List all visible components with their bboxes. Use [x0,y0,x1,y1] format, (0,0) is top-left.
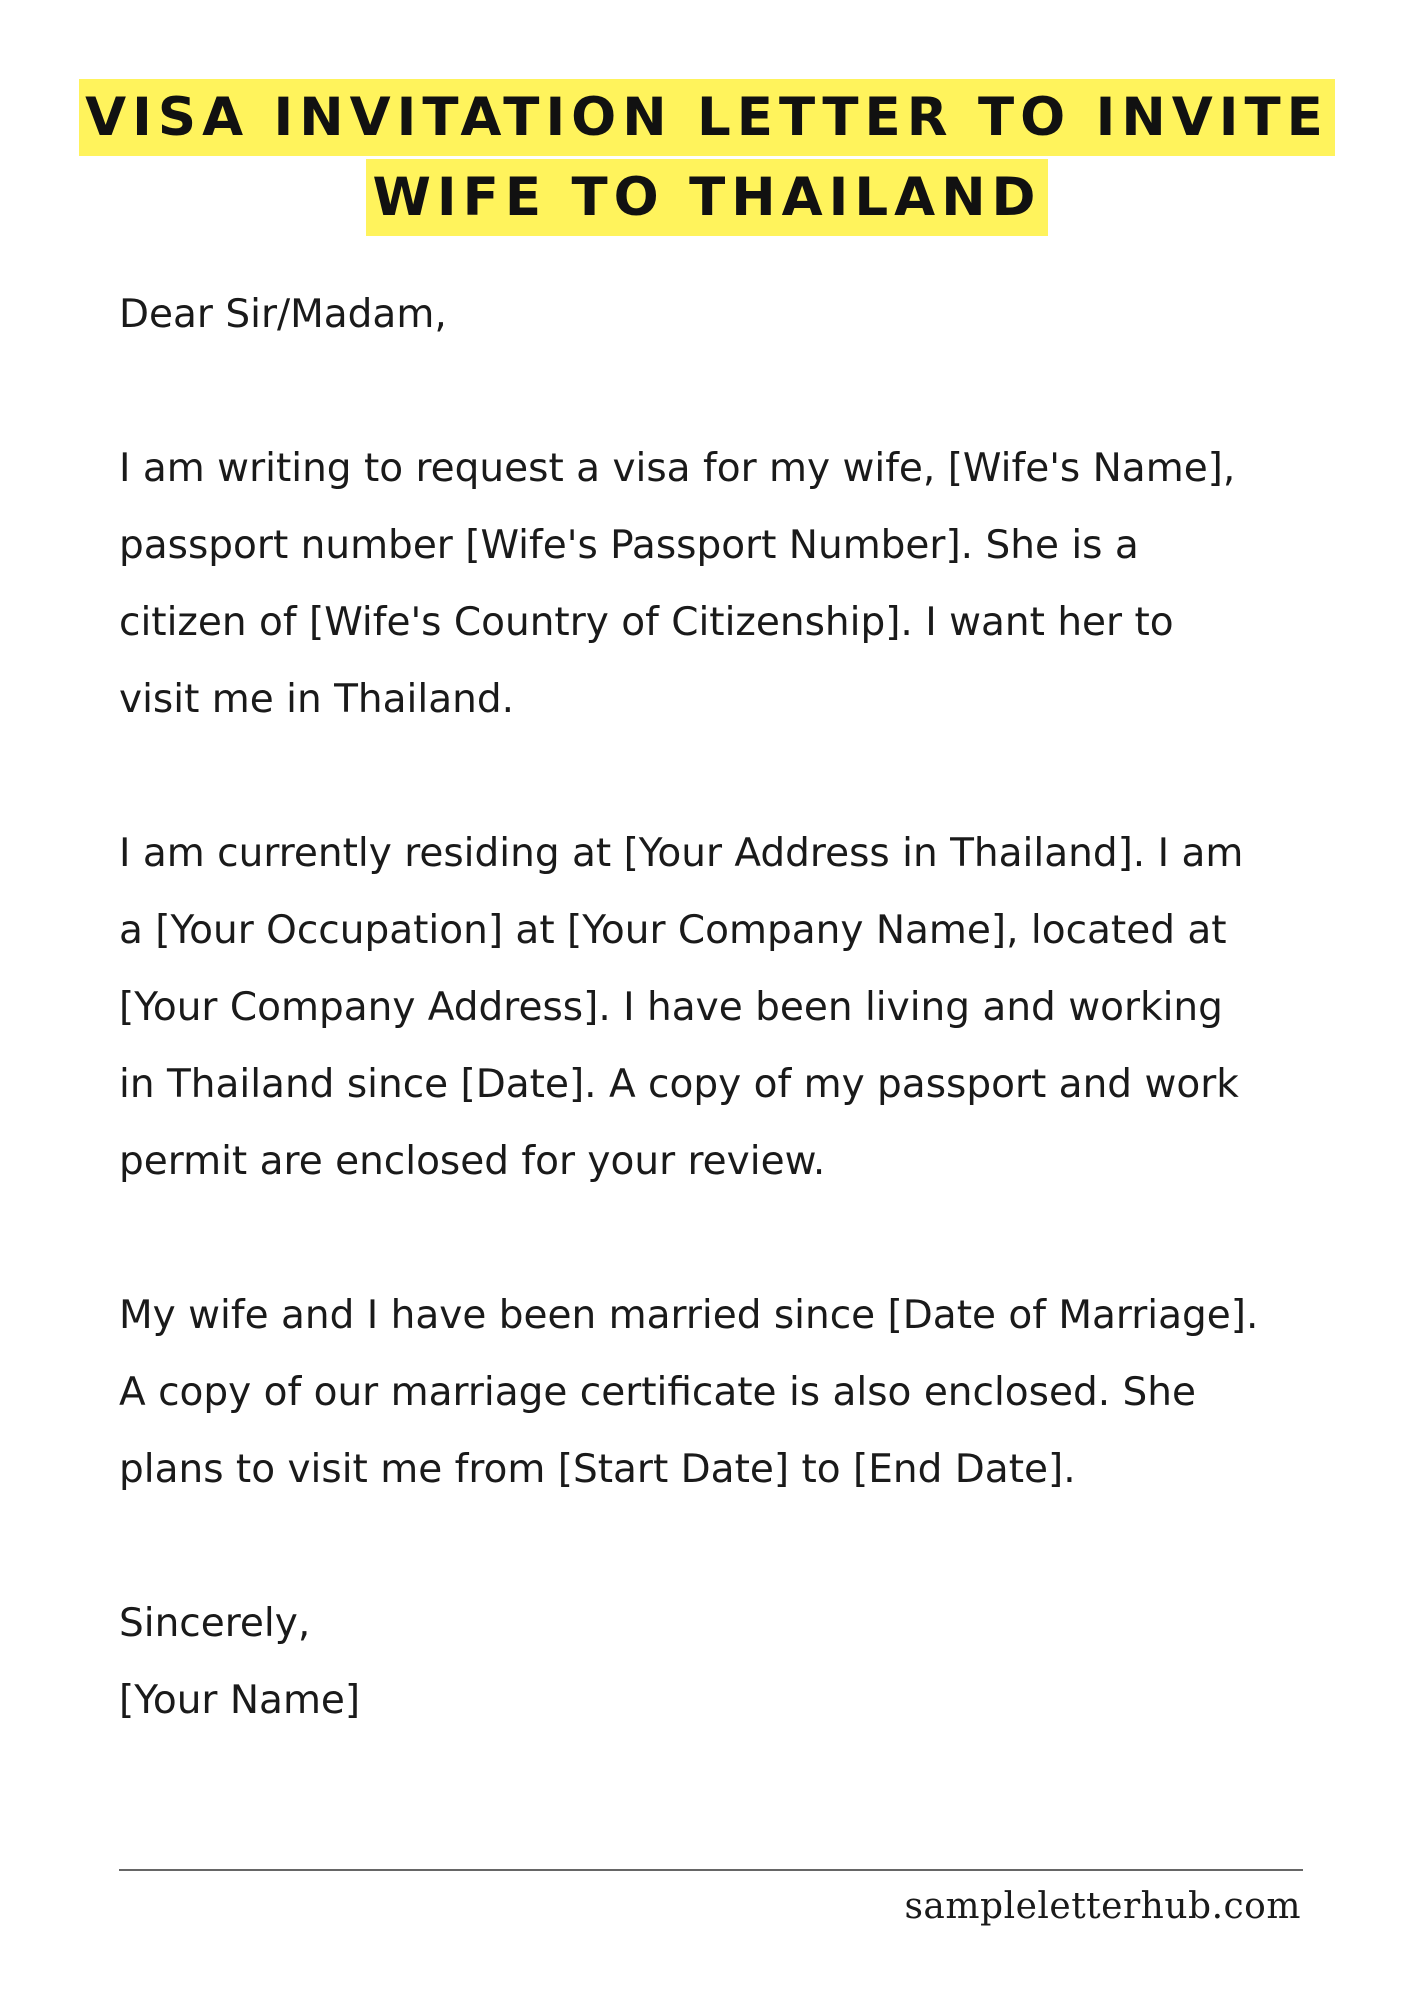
paragraph-line: I am writing to request a visa for my wife, [Wife's Name], [119,446,1236,491]
title-line-2: WIFE TO THAILAND [366,159,1047,236]
letter-body [119,276,1369,1739]
paragraph-line: a [Your Occupation] at [Your Company Name], located at [119,908,1227,953]
paragraph-line: A copy of our marriage certificate is also enclosed. She [119,1370,1196,1415]
paragraph-line: I am currently residing at [Your Address in Thailand]. I am [119,831,1244,876]
page-title [0,78,1414,238]
paragraph-line: citizen of [Wife's Country of Citizenship]. I want her to [119,600,1174,645]
signoff [119,1585,1369,1739]
paragraph-line: in Thailand since [Date]. A copy of my passport and work [119,1062,1239,1107]
title-line-1: VISA INVITATION LETTER TO INVITE [79,79,1335,156]
paragraph-line: permit are enclosed for your review. [119,1139,826,1184]
signature: [Your Name] [119,1678,361,1723]
footer-site-link[interactable]: sampleletterhub.com [904,1886,1301,1927]
paragraph-line: passport number [Wife's Passport Number]. She is a [119,523,1139,568]
footer-divider [119,1869,1303,1871]
paragraph-line: plans to visit me from [Start Date] to [End Date]. [119,1447,1076,1492]
paragraph-3 [119,1277,1369,1508]
paragraph-line: [Your Company Address]. I have been living and working [119,985,1223,1030]
salutation: Dear Sir/Madam, [119,292,447,337]
closing: Sincerely, [119,1601,311,1646]
paragraph-1 [119,430,1369,738]
paragraph-line: visit me in Thailand. [119,677,514,722]
paragraph-line: My wife and I have been married since [Date of Marriage]. [119,1293,1259,1338]
paragraph-2 [119,815,1369,1200]
